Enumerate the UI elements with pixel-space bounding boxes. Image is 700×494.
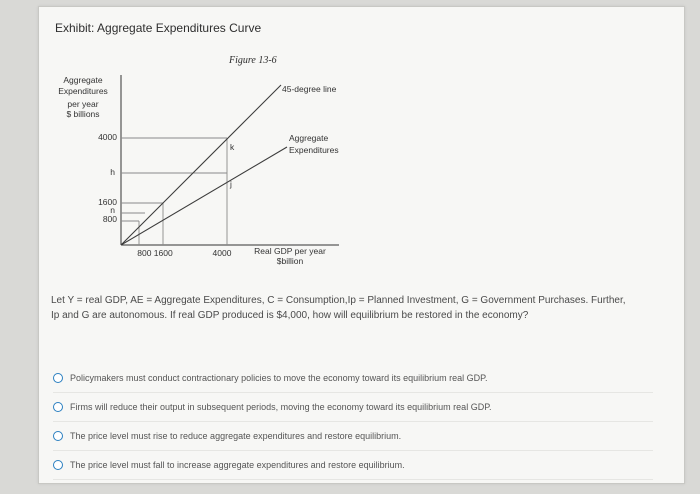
point-label-j: j	[230, 179, 232, 189]
radio-button[interactable]	[53, 431, 63, 441]
y-axis-label-line-1: Aggregate	[63, 75, 103, 85]
y-axis-label-line-3: per year	[67, 99, 99, 109]
x-axis-label-line-2: $billion	[276, 256, 304, 266]
aggregate-expenditures-graph	[39, 7, 684, 287]
y-tick-4000: 4000	[98, 132, 117, 142]
answer-option-label: Firms will reduce their output in subsequent periods, moving the economy toward its equilibrium real GDP.	[70, 402, 492, 412]
question-text: Let Y = real GDP, AE = Aggregate Expenditures, C = Consumption,Ip = Planned Investment, G = Government Purchases. Further, Ip and G are autonomous. If real GDP produced is $4,000, how will equilibrium be restored in the economy?	[51, 295, 626, 321]
point-label-k: k	[230, 142, 235, 152]
answer-option-1[interactable]	[53, 364, 653, 393]
y-axis-label-line-4: $ billions	[66, 109, 100, 119]
x-axis-label-line-1: Real GDP per year	[254, 246, 326, 256]
x-tick-800-1600: 800 1600	[137, 248, 173, 258]
exhibit-card	[38, 6, 685, 484]
answer-options	[53, 364, 653, 480]
exhibit-title: Exhibit: Aggregate Expenditures Curve	[55, 21, 262, 35]
x-tick-4000: 4000	[212, 248, 232, 258]
ae-line-label-2: Expenditures	[289, 145, 339, 155]
answer-option-3[interactable]	[53, 422, 653, 451]
y-tick-h: h	[110, 167, 115, 177]
answer-option-4[interactable]	[53, 451, 653, 480]
answer-option-2[interactable]	[53, 393, 653, 422]
answer-option-label: Policymakers must conduct contractionary policies to move the economy toward its equilibrium real GDP.	[70, 373, 488, 383]
radio-button[interactable]	[53, 460, 63, 470]
y-tick-n: n	[110, 205, 115, 215]
ae-line-label-1: Aggregate	[289, 133, 329, 143]
y-tick-1600: 1600	[98, 197, 117, 207]
y-axis-label-line-2: Expenditures	[58, 86, 108, 96]
forty-five-degree-line-label: 45-degree line	[282, 84, 337, 94]
radio-button[interactable]	[53, 402, 63, 412]
answer-option-label: The price level must fall to increase aggregate expenditures and restore equilibrium.	[70, 460, 405, 470]
answer-option-label: The price level must rise to reduce aggregate expenditures and restore equilibrium.	[70, 431, 402, 441]
figure-label: Figure 13-6	[229, 55, 277, 66]
y-tick-800: 800	[102, 214, 117, 224]
radio-button[interactable]	[53, 373, 63, 383]
